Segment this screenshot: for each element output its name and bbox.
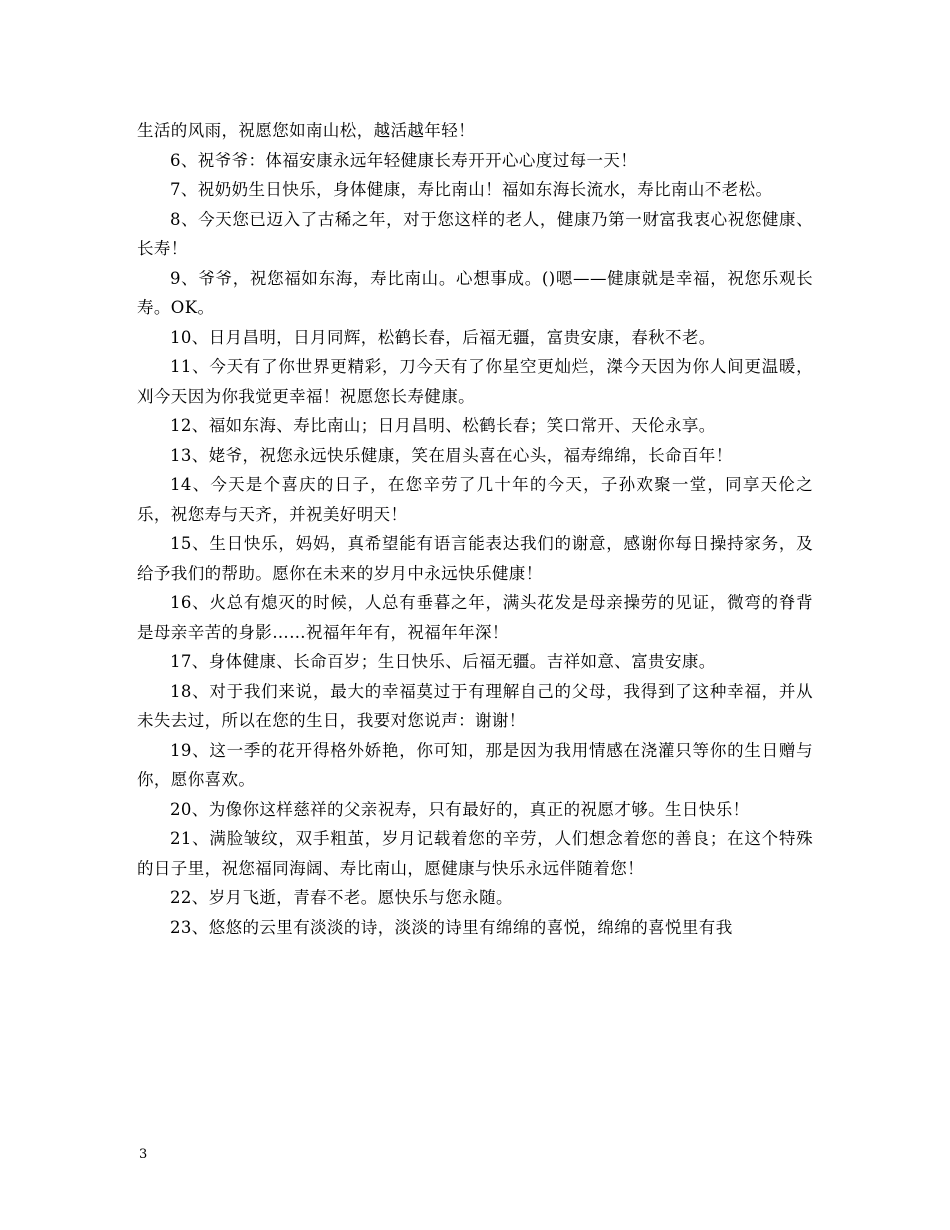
paragraph-continued: 生活的风雨，祝愿您如南山松，越活越年轻！: [137, 121, 475, 140]
paragraph-13: 13、姥爷，祝您永远快乐健康，笑在眉头喜在心头，福寿绵绵，长命百年！: [170, 445, 733, 465]
paragraph-19: 19、这一季的花开得格外娇艳，你可知，那是因为我用情感在浇灌只等你的生日赠与你，愿你喜欢。: [137, 740, 813, 789]
document-body: [137, 116, 813, 942]
paragraph-16: 16、火总有熄灭的时候，人总有垂暮之年，满头花发是母亲操劳的见证，微弯的脊背是母亲辛苦的身影……祝福年年有，祝福年年深！: [137, 593, 813, 642]
paragraph-10: 10、日月昌明，日月同辉，松鹤长春，后福无疆，富贵安康，春秋不老。: [170, 327, 716, 347]
paragraph-20: 20、为像你这样慈祥的父亲祝寿，只有最好的，真正的祝愿才够。生日快乐！: [170, 799, 750, 819]
paragraph-6: 6、祝爷爷：体福安康永远年轻健康长寿开开心心度过每一天！: [170, 150, 638, 170]
paragraph-7: 7、祝奶奶生日快乐，身体健康，寿比南山！福如东海长流水，寿比南山不老松。: [170, 180, 773, 199]
paragraph-17: 17、身体健康、长命百岁；生日快乐、后福无疆。吉祥如意、富贵安康。: [170, 652, 716, 671]
paragraph-22: 22、岁月飞逝，青春不老。愿快乐与您永随。: [170, 888, 513, 907]
paragraph-9: 9、爷爷，祝您福如东海，寿比南山。心想事成。()嗯——健康就是幸福，祝您乐观长寿。OK。: [137, 268, 813, 317]
paragraph-18: 18、对于我们来说，最大的幸福莫过于有理解自己的父母，我得到了这种幸福，并从未失去过，所以在您的生日，我要对您说声：谢谢！: [137, 681, 813, 730]
page-number: 3: [139, 1147, 148, 1162]
paragraph-8: 8、今天您已迈入了古稀之年，对于您这样的老人，健康乃第一财富我衷心祝您健康、长寿！: [137, 209, 813, 258]
paragraph-11: 11、今天有了你世界更精彩，刀今天有了你星空更灿烂，滐今天因为你人间更温暖，刈今天因为你我觉更幸福！祝愿您长寿健康。: [137, 357, 813, 406]
paragraph-15: 15、生日快乐，妈妈，真希望能有语言能表达我们的谢意，感谢你每日操持家务，及给予我们的帮助。愿你在未来的岁月中永远快乐健康！: [137, 534, 813, 583]
paragraph-12: 12、福如东海、寿比南山；日月昌明、松鹤长春；笑口常开、天伦永享。: [170, 416, 716, 435]
paragraph-21: 21、满脸皱纹，双手粗茧，岁月记载着您的辛劳，人们想念着您的善良；在这个特殊的日子里，祝您福同海阔、寿比南山，愿健康与快乐永远伴随着您！: [137, 829, 813, 878]
paragraph-14: 14、今天是个喜庆的日子，在您辛劳了几十年的今天，子孙欢聚一堂，同享天伦之乐，祝您寿与天齐，并祝美好明天！: [137, 475, 813, 524]
paragraph-23: 23、悠悠的云里有淡淡的诗，淡淡的诗里有绵绵的喜悦，绵绵的喜悦里有我: [170, 917, 733, 937]
